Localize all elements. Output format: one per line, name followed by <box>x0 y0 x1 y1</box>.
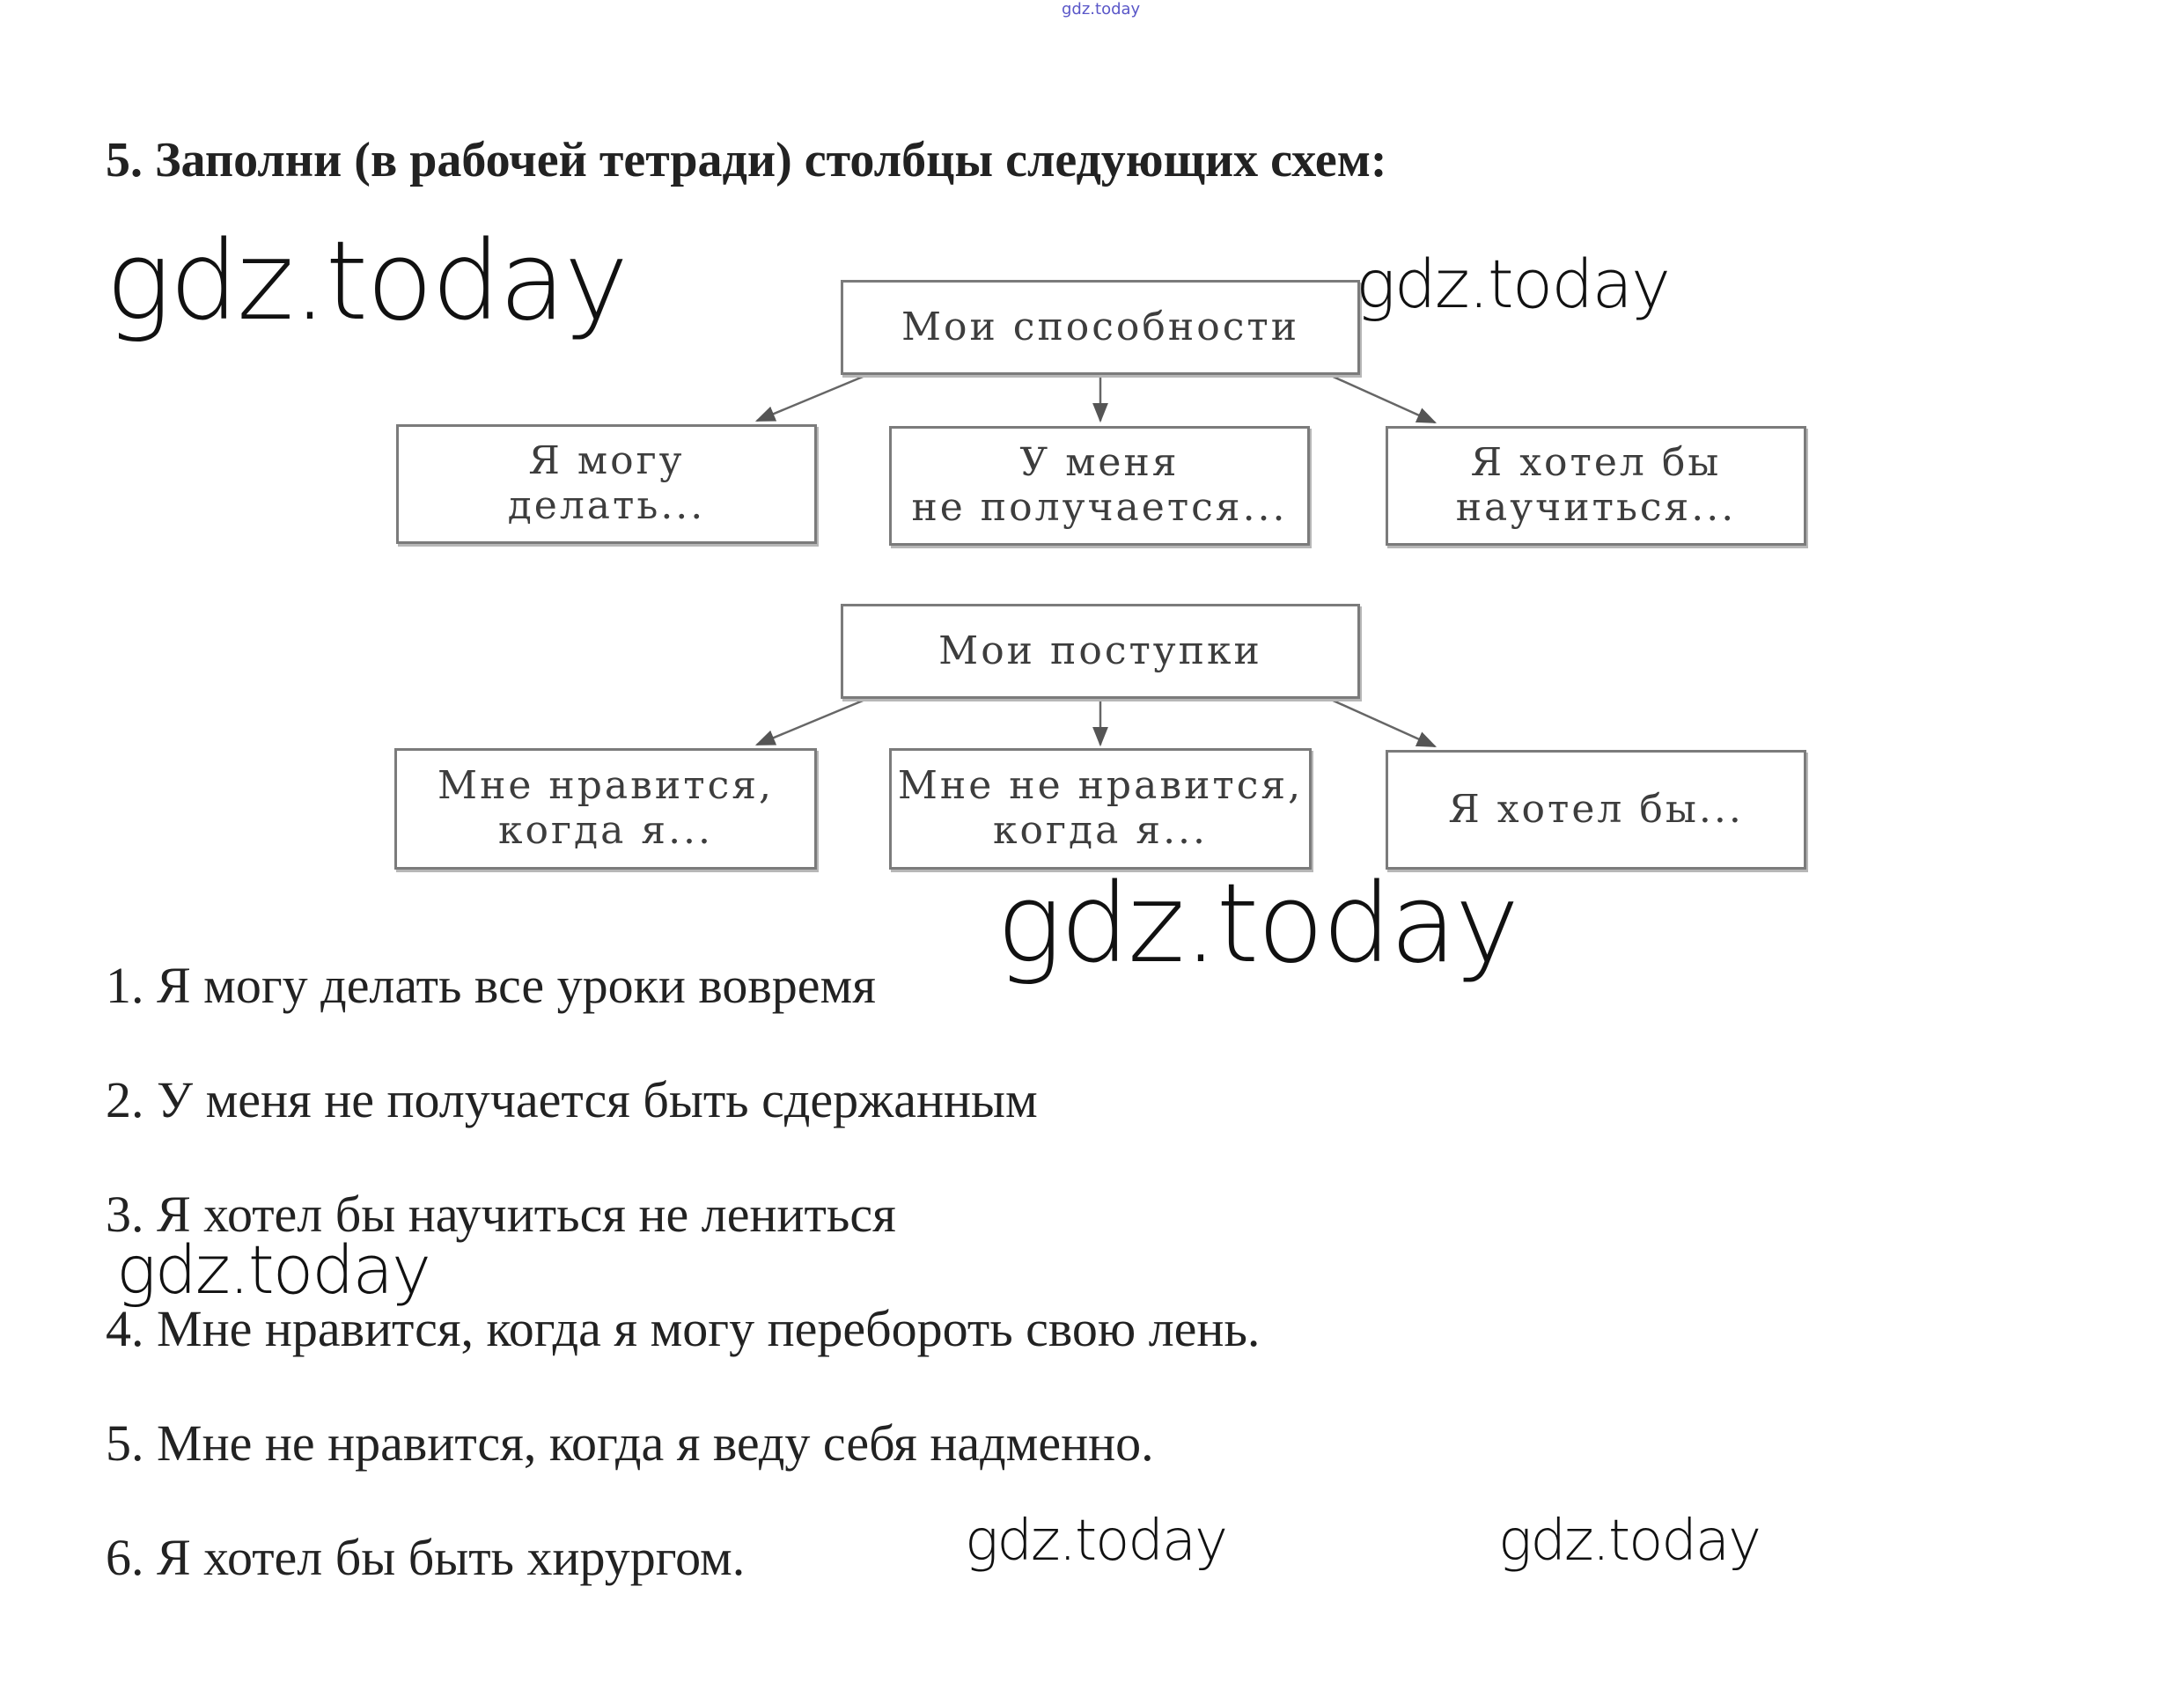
scheme-child-box <box>889 426 1310 546</box>
scheme-child-label: Мне нравится, когда я... <box>438 763 774 853</box>
scheme-child-label: Я могу делать... <box>507 438 706 528</box>
answer-item: 6. Я хотел бы быть хирургом. <box>106 1529 746 1586</box>
scheme-child-box <box>394 748 817 870</box>
watermark: gdz.today <box>996 861 1519 988</box>
answer-item: 5. Мне не нравится, когда я веду себя надменно. <box>106 1414 1154 1472</box>
arrow-1-right <box>1329 375 1435 422</box>
scheme-child-label: Я хотел бы... <box>1448 786 1744 832</box>
scheme-child-box <box>1386 750 1806 870</box>
scheme-1-arrows <box>757 375 1435 422</box>
scheme-child-label: Я хотел бы научиться... <box>1455 440 1737 530</box>
watermark: gdz.today <box>106 218 628 345</box>
scheme-child-box <box>1386 426 1806 546</box>
arrow-2-right <box>1329 699 1435 746</box>
task-title: 5. Заполни (в рабочей тетради) столбцы следующих схем: <box>106 133 1387 187</box>
watermark: gdz.today <box>965 1509 1226 1574</box>
scheme-child-box <box>889 748 1312 870</box>
scheme-child-label: Мне не нравится, когда я... <box>897 763 1304 853</box>
scheme-child-label: У меня не получается... <box>911 440 1288 530</box>
watermark: gdz.today <box>1356 245 1669 323</box>
answer-item: 4. Мне нравится, когда я могу перебороть свою лень. <box>106 1300 1261 1357</box>
answer-item: 1. Я могу делать все уроки вовремя <box>106 957 876 1014</box>
arrow-2-left <box>757 699 867 745</box>
answer-item: 3. Я хотел бы научиться не лениться <box>106 1186 896 1243</box>
watermark: gdz.today <box>116 1230 430 1309</box>
arrow-1-left <box>757 375 867 421</box>
answer-item: 2. У меня не получается быть сдержанным <box>106 1071 1038 1128</box>
top-watermark: gdz.today <box>1062 0 1141 18</box>
scheme-root-label: Мои способности <box>901 304 1300 349</box>
scheme-2-arrows <box>757 699 1435 746</box>
scheme-root-label: Мои поступки <box>938 628 1262 673</box>
scheme-root-box <box>841 604 1360 699</box>
scheme-child-box <box>396 424 817 544</box>
scheme-root-box <box>841 280 1360 375</box>
watermark: gdz.today <box>1498 1509 1760 1574</box>
